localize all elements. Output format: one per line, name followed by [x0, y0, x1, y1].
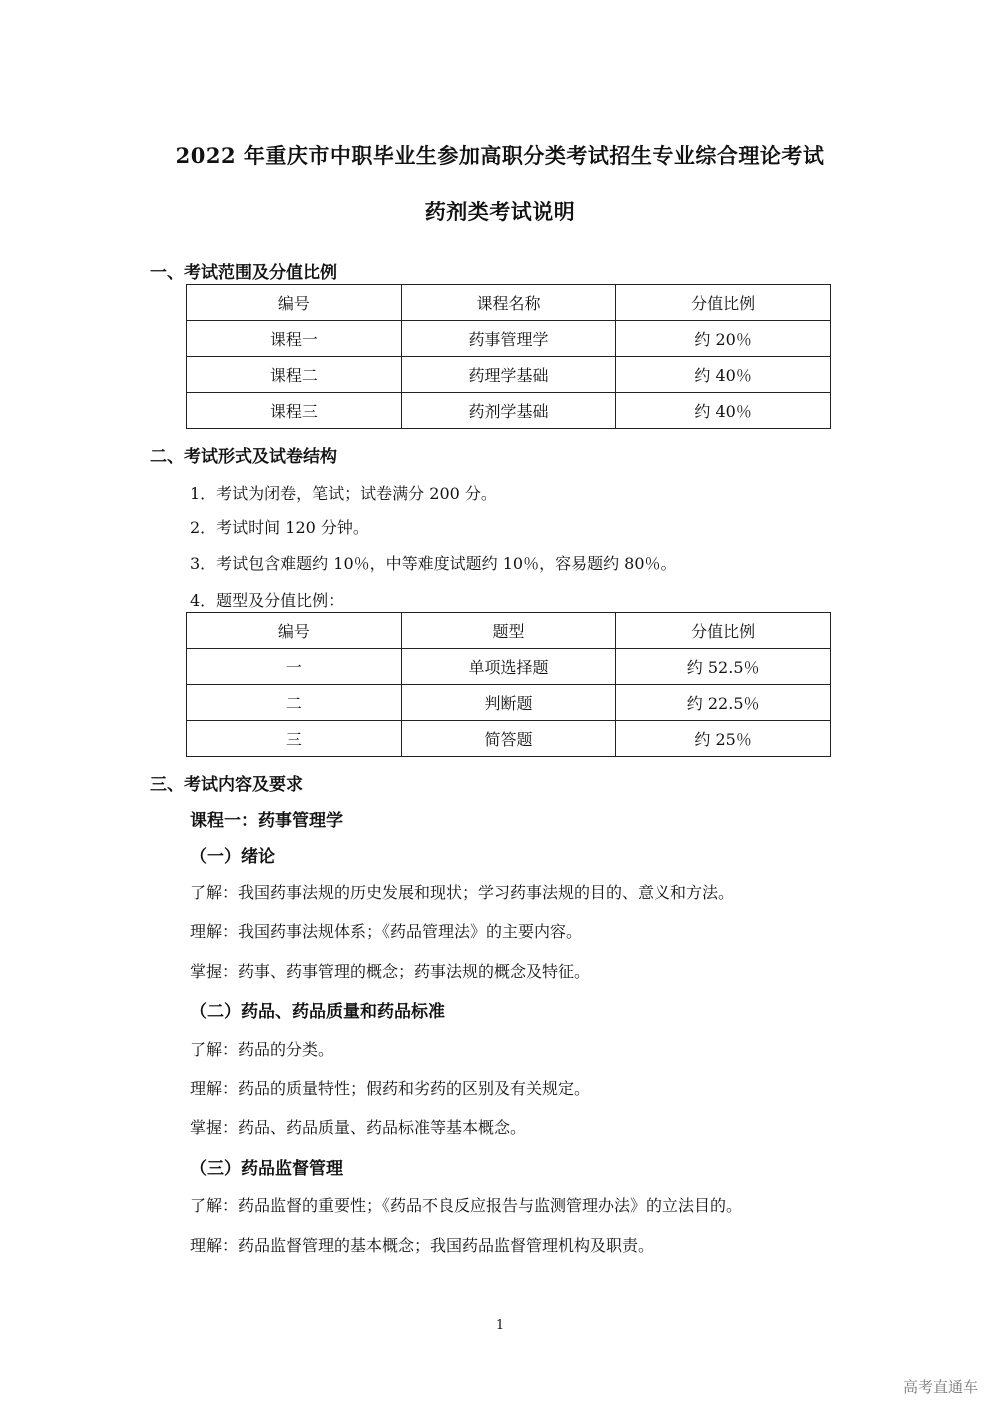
content-line: 掌握：药品、药品质量、药品标准等基本概念。: [190, 1118, 527, 1137]
content-line: 了解：我国药事法规的历史发展和现状；学习药事法规的目的、意义和方法。: [190, 883, 735, 902]
table-row: [187, 357, 831, 393]
content-line: 掌握：药事、药事管理的概念；药事法规的概念及特征。: [190, 962, 591, 981]
table-row: [187, 321, 831, 357]
content-line: 了解：药品的分类。: [190, 1040, 335, 1059]
subsection-heading: （一）绪论: [190, 847, 275, 867]
table-header-row: [187, 285, 831, 321]
section2-heading: 二、考试形式及试卷结构: [150, 447, 337, 467]
exam-format-item: 3．考试包含难题约 10％，中等难度试题约 10％，容易题约 80％。: [190, 554, 677, 573]
table-cell: 药事管理学: [401, 321, 616, 357]
table-header-cell: 分值比例: [616, 285, 831, 321]
table-header-cell: 编号: [187, 613, 402, 649]
exam-format-item: 2．考试时间 120 分钟。: [190, 518, 369, 537]
table-header-cell: 题型: [401, 613, 616, 649]
table-cell: 约 40％: [616, 357, 831, 393]
table-row: [187, 685, 831, 721]
document-title-line2: 药剂类考试说明: [424, 199, 576, 224]
question-type-table: [186, 612, 831, 757]
watermark-text: 高考直通车: [902, 1378, 978, 1396]
content-line: 理解：药品监督管理的基本概念；我国药品监督管理机构及职责。: [190, 1236, 655, 1255]
table-row: [187, 721, 831, 757]
course-score-table: [186, 284, 831, 429]
table-header-cell: 编号: [187, 285, 402, 321]
table-header-cell: 分值比例: [616, 613, 831, 649]
table-cell: 判断题: [401, 685, 616, 721]
table-row: [187, 649, 831, 685]
table-cell: 三: [187, 721, 402, 757]
table-cell: 二: [187, 685, 402, 721]
table-cell: 药理学基础: [401, 357, 616, 393]
table-cell: 课程一: [187, 321, 402, 357]
table-header-row: [187, 613, 831, 649]
table-cell: 约 20％: [616, 321, 831, 357]
table-row: [187, 393, 831, 429]
subsection-heading: （二）药品、药品质量和药品标准: [190, 1002, 445, 1022]
table-cell: 药剂学基础: [401, 393, 616, 429]
content-line: 理解：药品的质量特性；假药和劣药的区别及有关规定。: [190, 1079, 591, 1098]
table-cell: 一: [187, 649, 402, 685]
course-heading: 课程一：药事管理学: [190, 811, 343, 831]
subsection-heading: （三）药品监督管理: [190, 1159, 343, 1179]
content-line: 理解：我国药事法规体系；《药品管理法》的主要内容。: [190, 922, 583, 941]
table-cell: 约 22.5％: [616, 685, 831, 721]
table-cell: 约 40％: [616, 393, 831, 429]
document-title-line1: 2022 年重庆市中职毕业生参加高职分类考试招生专业综合理论考试: [175, 143, 825, 168]
table-cell: 约 25％: [616, 721, 831, 757]
table-cell: 简答题: [401, 721, 616, 757]
page-number: 1: [495, 1318, 505, 1333]
table-header-cell: 课程名称: [401, 285, 616, 321]
section1-heading: 一、考试范围及分值比例: [150, 263, 337, 283]
table-cell: 课程二: [187, 357, 402, 393]
section3-heading: 三、考试内容及要求: [150, 775, 303, 795]
table-cell: 单项选择题: [401, 649, 616, 685]
content-line: 了解：药品监督的重要性；《药品不良反应报告与监测管理办法》的立法目的。: [190, 1196, 743, 1215]
exam-format-item: 4．题型及分值比例：: [190, 591, 345, 610]
exam-format-item: 1．考试为闭卷，笔试；试卷满分 200 分。: [190, 484, 497, 503]
table-cell: 约 52.5％: [616, 649, 831, 685]
table-cell: 课程三: [187, 393, 402, 429]
